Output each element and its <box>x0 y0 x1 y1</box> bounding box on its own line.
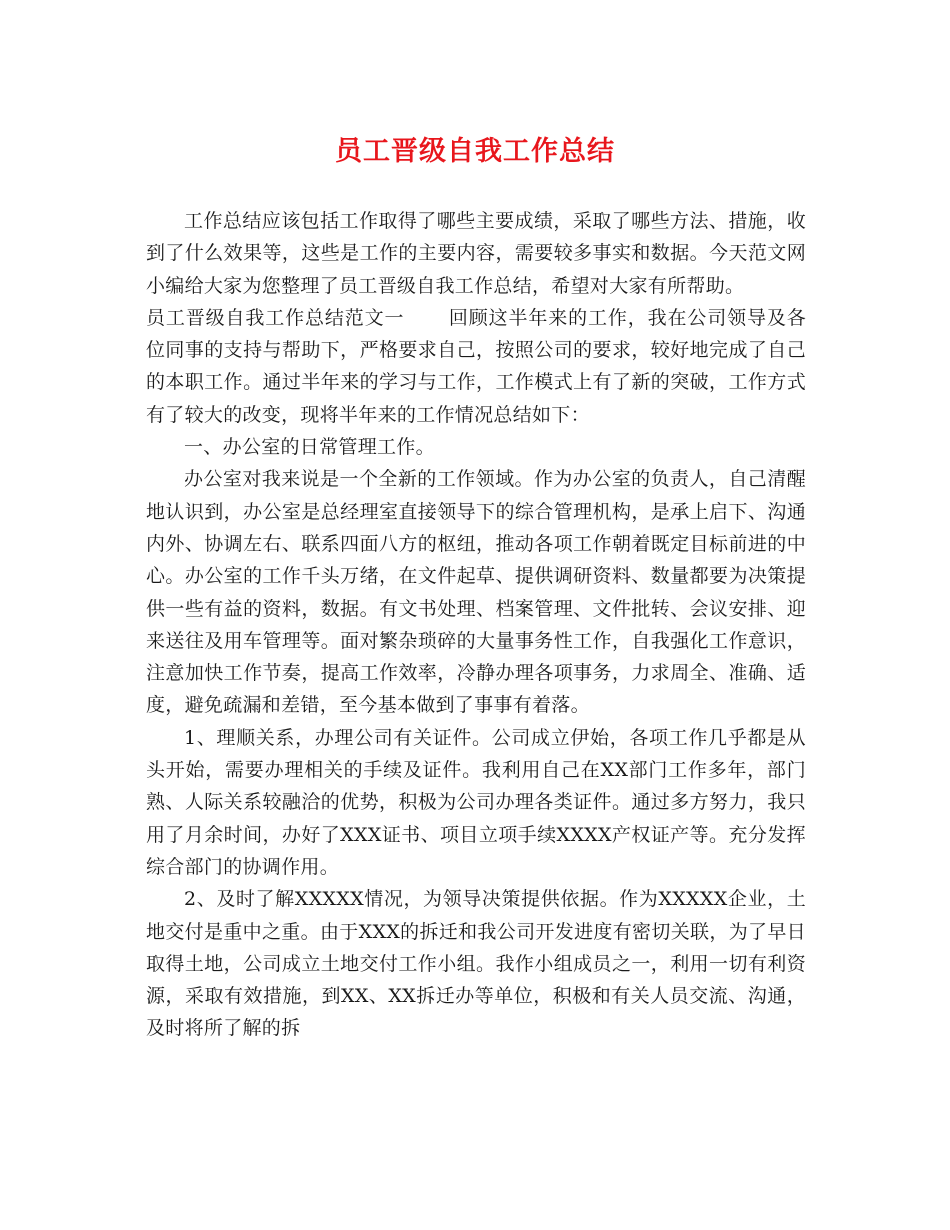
office-paragraph: 办公室对我来说是一个全新的工作领域。作为办公室的负责人，自己清醒地认识到，办公室是总经理室直接领导下的综合管理机构，是承上启下、沟通内外、协调左右、联系四面八方的枢纽，推动各项工作朝着既定目标前进的中心。办公室的工作千头万绪，在文件起草、提供调研资料、数量都要为决策提供一些有益的资料，数据。有文书处理、档案管理、文件批转、会议安排、迎来送往及用车管理等。面对繁杂琐碎的大量事务性工作，自我强化工作意识，注意加快工作节奏，提高工作效率，冷静办理各项事务，力求周全、准确、适度，避免疏漏和差错，至今基本做到了事事有着落。 <box>146 468 806 717</box>
subheading-paragraph: 一、办公室的日常管理工作。 <box>184 436 435 459</box>
intro-paragraph: 工作总结应该包括工作取得了哪些主要成绩，采取了哪些方法、措施，收到了什么效果等，这些是工作的主要内容，需要较多事实和数据。今天范文网小编给大家为您整理了员工晋级自我工作总结，希望对大家有所帮助。 <box>146 210 806 297</box>
item-2-paragraph: 2、及时了解XXXXX情况，为领导决策提供依据。作为XXXXX企业，土地交付是重中之重。由于XXX的拆迁和我公司开发进度有密切关联，为了早日取得土地，公司成立土地交付工作小组。我作小组成员之一，利用一切有利资源，采取有效措施，到XX、XX拆迁办等单位，积极和有关人员交流、沟通，及时将所了解的拆 <box>146 888 806 1040</box>
section-heading: 员工晋级自我工作总结范文一 <box>146 306 405 329</box>
document-body <box>146 205 806 1045</box>
document-title: 员工晋级自我工作总结 <box>335 136 615 167</box>
section-paragraph <box>146 302 806 431</box>
item-1-paragraph: 1、理顺关系，办理公司有关证件。公司成立伊始，各项工作几乎都是从头开始，需要办理相关的手续及证件。我利用自己在XX部门工作多年，部门熟、人际关系较融洽的优势，积极为公司办理各类证件。通过多方努力，我只用了月余时间，办好了XXX证书、项目立项手续XXXX产权证产等。充分发挥综合部门的协调作用。 <box>146 726 806 878</box>
section-text: 回顾这半年来的工作，我在公司领导及各位同事的支持与帮助下，严格要求自己，按照公司的要求，较好地完成了自己的本职工作。通过半年来的学习与工作，工作模式上有了新的突破，工作方式有了较大的改变，现将半年来的工作情况总结如下： <box>146 306 806 426</box>
